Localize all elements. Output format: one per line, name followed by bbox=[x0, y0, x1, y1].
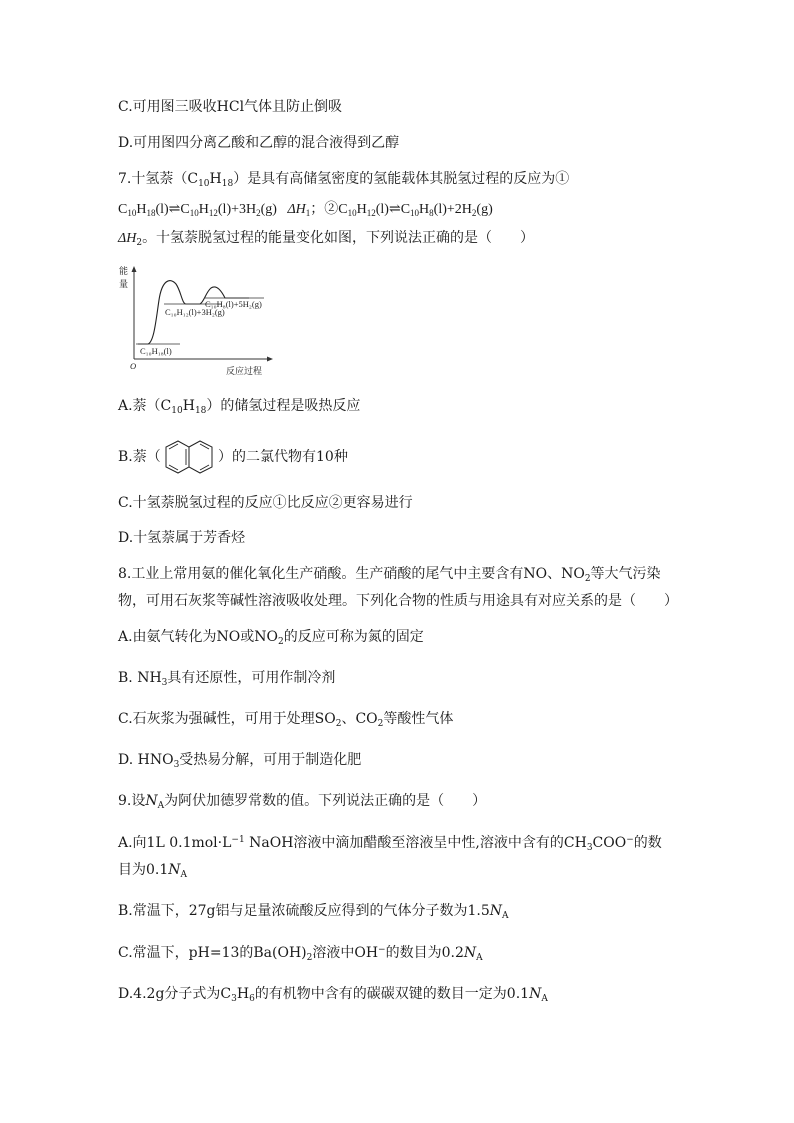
y-axis-arrow bbox=[132, 266, 137, 272]
x-axis-arrow bbox=[267, 357, 273, 362]
q8-option-b: B. $NH_3$具有还原性，可用作制冷剂 bbox=[118, 670, 336, 688]
label-state-c: C₁₀H₈(l)+5H₂(g) bbox=[205, 299, 262, 309]
naphthalene-structure bbox=[160, 436, 218, 478]
q6-option-c: C.可用图三吸收HCl气体且防止倒吸 bbox=[118, 99, 343, 115]
q7-equation-line: $C_{10}H_{18}(l)\rightleftharpoons C_{10}H_{12}(l)+3H_2(g)$ $\Delta H_1$；$②C_{10}H_{12}(l)\rightleftharpoons C_{10}H_8(l)+2H_2(g)$ bbox=[118, 202, 493, 218]
q9-option-c: C.常温下，pH=13的$Ba(OH)_2$溶液中OH−的数目为$0.2N_A$ bbox=[118, 945, 483, 963]
energy-profile-diagram bbox=[114, 262, 296, 380]
q8-stem-line1: 8.工业上常用氨的催化氧化生产硝酸。生产硝酸的尾气中主要含有NO、$NO_2$等大气污染 bbox=[118, 566, 661, 584]
q6-option-d: D.可用图四分离乙酸和乙醇的混合液得到乙醇 bbox=[118, 135, 400, 151]
q9-option-b: B.常温下，27g铝与足量浓硫酸反应得到的气体分子数为$1.5N_A$ bbox=[118, 903, 509, 921]
label-state-b: C₁₀H₁₂(l)+3H₂(g) bbox=[165, 307, 225, 317]
q8-option-d: D. $HNO_3$受热易分解，可用于制造化肥 bbox=[118, 752, 362, 770]
q7-option-d: D.十氢萘属于芳香烃 bbox=[118, 530, 246, 546]
q9-option-a-line1: A.向1L $0.1mol\cdot L^{-1}$ NaOH溶液中滴加醋酸至溶液呈中性,溶液中含有的$CH_3COO^-$的数 bbox=[118, 835, 662, 853]
q9-option-d: D.4.2g分子式为$C_3H_6$的有机物中含有的碳碳双键的数目一定为$0.1N_A$ bbox=[118, 986, 548, 1004]
q7-option-b-pre: B.萘（ bbox=[118, 449, 161, 465]
q7-stem-line3: $\Delta H_2$。十氢萘脱氢过程的能量变化如图，下列说法正确的是（ ） bbox=[118, 230, 535, 248]
x-axis-label: 反应过程 bbox=[226, 367, 263, 377]
y-axis-label-1: 能 bbox=[119, 267, 129, 277]
q7-option-c: C.十氢萘脱氢过程的反应①比反应②更容易进行 bbox=[118, 495, 413, 511]
y-axis-label-2: 量 bbox=[119, 280, 129, 290]
q8-option-c: C.石灰浆为强碱性，可用于处理$SO_2$、$CO_2$等酸性气体 bbox=[118, 711, 454, 729]
label-state-a: C₁₀H₁₈(l) bbox=[140, 346, 172, 356]
q7-option-a: A.萘$(C_{10}H_{18})$的储氢过程是吸热反应 bbox=[118, 398, 361, 416]
q8-option-a: A.由氨气转化为NO或$NO_2$的反应可称为氮的固定 bbox=[118, 629, 424, 647]
q7-stem: 7.十氢萘$(C_{10}H_{18})$是具有高储氢密度的氢能载体其脱氢过程的反应为① bbox=[118, 171, 570, 189]
q7-option-b-post: ）的二氯代物有10种 bbox=[218, 449, 348, 465]
q8-stem-line2: 物，可用石灰浆等碱性溶液吸收处理。下列化合物的性质与用途具有对应关系的是（ ） bbox=[118, 593, 678, 609]
q9-option-a-line2: 目为$0.1N_A$ bbox=[118, 862, 188, 880]
q9-stem: 9.设$N_A$为阿伏加德罗常数的值。下列说法正确的是（ ） bbox=[118, 793, 487, 811]
origin-label: O bbox=[130, 361, 137, 371]
